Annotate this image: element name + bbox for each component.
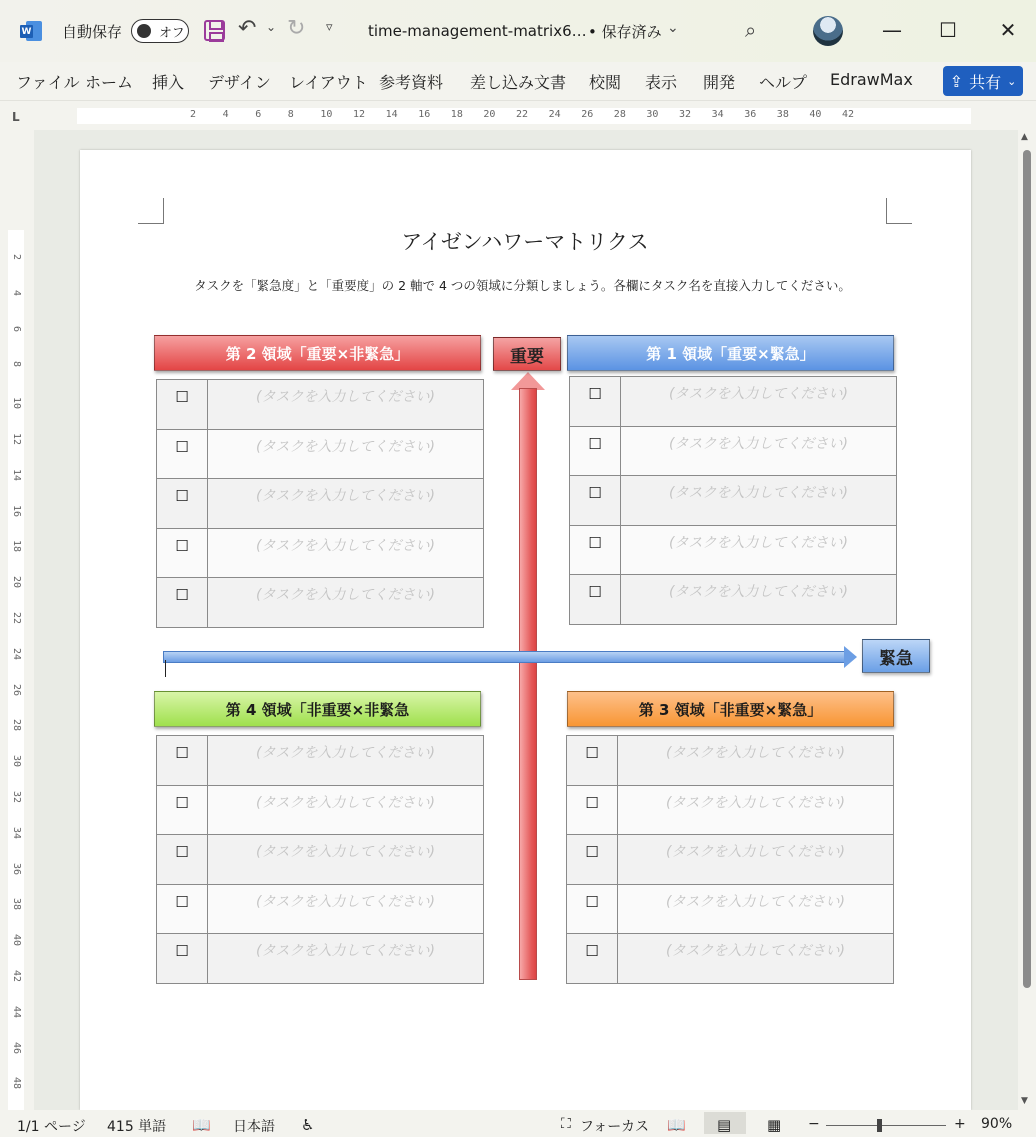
instructions-text: タスクを「緊急度」と「重要度」の 2 軸で 4 つの領域に分類しましょう。各欄にタスク名を直接入力してください。 (194, 278, 851, 293)
autosave-label: 自動保存 (62, 22, 123, 41)
ruler-number: 38 (11, 898, 22, 911)
table-row (157, 736, 484, 786)
save-status[interactable]: • 保存済み (588, 22, 662, 41)
quadrant-1-header: 第 1 領域「重要×緊急」 (567, 335, 894, 371)
print-layout-icon[interactable]: ▤ (717, 1116, 732, 1134)
task-checkbox[interactable]: ☐ (157, 479, 208, 529)
task-checkbox[interactable]: ☐ (157, 578, 208, 628)
redo-icon[interactable]: ↻ (287, 16, 306, 41)
save-icon[interactable] (204, 20, 225, 41)
table-row (570, 575, 897, 625)
zoom-level[interactable]: 90% (981, 1116, 1013, 1132)
minimize-icon[interactable]: — (882, 18, 902, 42)
task-checkbox[interactable]: ☐ (570, 377, 621, 427)
quadrant-3-header: 第 3 領域「非重要×緊急」 (567, 691, 894, 727)
ruler-number: 24 (11, 647, 22, 660)
ruler-number: 12 (11, 433, 22, 446)
task-checkbox[interactable]: ☐ (567, 835, 618, 885)
tab-design[interactable]: デザイン (208, 73, 271, 92)
q4-task-input[interactable]: (タスクを入力してください) (208, 785, 484, 835)
title-bar (0, 0, 1036, 62)
ruler-number: 34 (711, 109, 724, 120)
quadrant-2-task-table (156, 379, 484, 628)
ruler-number: 6 (255, 109, 262, 120)
ruler-number: 2 (11, 254, 22, 261)
q1-task-input[interactable]: (タスクを入力してください) (621, 575, 897, 625)
ruler-number: 4 (11, 289, 22, 296)
q4-task-input[interactable]: (タスクを入力してください) (208, 736, 484, 786)
table-row (567, 934, 894, 984)
q3-task-input[interactable]: (タスクを入力してください) (618, 785, 894, 835)
tab-home[interactable]: ホーム (85, 73, 134, 92)
q3-task-input[interactable]: (タスクを入力してください) (618, 884, 894, 934)
task-checkbox[interactable]: ☐ (570, 575, 621, 625)
q3-task-input[interactable]: (タスクを入力してください) (618, 835, 894, 885)
word-count[interactable]: 415 単語 (107, 1119, 167, 1135)
avatar[interactable] (813, 16, 843, 46)
web-layout-icon[interactable]: ▦ (767, 1116, 782, 1134)
tab-file[interactable]: ファイル (16, 73, 80, 92)
table-row (567, 884, 894, 934)
table-row (157, 528, 484, 578)
vertical-scrollbar[interactable] (1018, 130, 1036, 1110)
tab-view[interactable]: 表示 (645, 73, 678, 92)
task-checkbox[interactable]: ☐ (157, 934, 208, 984)
q2-task-input[interactable]: (タスクを入力してください) (208, 578, 484, 628)
ruler-number: 28 (11, 719, 22, 732)
read-mode-icon[interactable]: 📖 (667, 1116, 686, 1134)
q1-task-input[interactable]: (タスクを入力してください) (621, 525, 897, 575)
tab-help[interactable]: ヘルプ (759, 73, 808, 92)
close-icon[interactable]: ✕ (999, 18, 1017, 42)
ruler-number: 16 (418, 109, 431, 120)
q4-task-input[interactable]: (タスクを入力してください) (208, 835, 484, 885)
ruler-number: 22 (11, 612, 22, 625)
search-icon[interactable]: ⌕ (745, 18, 757, 42)
quadrant-1-task-table (569, 376, 897, 625)
crop-mark (886, 198, 912, 224)
table-row (157, 835, 484, 885)
ruler-number: 36 (744, 109, 757, 120)
table-row (157, 934, 484, 984)
table-row (567, 785, 894, 835)
importance-axis-label: 重要 (493, 337, 561, 371)
ruler-number: 4 (222, 109, 229, 120)
urgency-axis-label: 緊急 (862, 639, 930, 673)
autosave-toggle[interactable] (131, 19, 189, 43)
quadrant-4-task-table (156, 735, 484, 984)
ruler-number: 42 (842, 109, 855, 120)
zoom-slider-thumb[interactable] (877, 1119, 882, 1132)
ruler-number: 44 (11, 1005, 22, 1018)
ruler-number: 42 (11, 970, 22, 983)
maximize-icon[interactable]: ☐ (939, 18, 957, 42)
scroll-down-icon[interactable]: ▼ (1021, 1096, 1028, 1106)
ruler-number: 26 (11, 683, 22, 696)
q2-task-input[interactable]: (タスクを入力してください) (208, 429, 484, 479)
ruler-number: 10 (320, 109, 333, 120)
table-row (567, 736, 894, 786)
importance-axis-arrow (519, 388, 537, 980)
ruler-number: 8 (11, 361, 22, 368)
urgency-arrow-head (844, 646, 857, 668)
task-checkbox[interactable]: ☐ (157, 785, 208, 835)
table-row (570, 476, 897, 526)
q3-task-input[interactable]: (タスクを入力してください) (618, 934, 894, 984)
ruler-number: 18 (11, 540, 22, 553)
scroll-thumb[interactable] (1023, 150, 1031, 988)
ruler-number: 40 (11, 934, 22, 947)
ruler-number: 38 (776, 109, 789, 120)
share-label: 共有 (969, 72, 1002, 92)
customize-toolbar-icon[interactable]: ▿ (326, 20, 333, 35)
q2-task-input[interactable]: (タスクを入力してください) (208, 380, 484, 430)
task-checkbox[interactable]: ☐ (567, 736, 618, 786)
task-checkbox[interactable]: ☐ (157, 528, 208, 578)
proofing-icon[interactable]: 📖 (192, 1116, 211, 1134)
ruler-number: 30 (646, 109, 659, 120)
q4-task-input[interactable]: (タスクを入力してください) (208, 884, 484, 934)
tab-review[interactable]: 校閲 (589, 73, 622, 92)
text-cursor (165, 660, 166, 677)
q1-task-input[interactable]: (タスクを入力してください) (621, 377, 897, 427)
toggle-knob (137, 24, 151, 38)
page-title: アイゼンハワーマトリクス (401, 230, 649, 254)
zoom-in-icon[interactable]: + (954, 1116, 966, 1132)
task-checkbox[interactable]: ☐ (567, 934, 618, 984)
focus-icon[interactable]: ⛶ (561, 1116, 571, 1132)
urgency-axis-arrow (163, 651, 845, 663)
chevron-down-icon[interactable]: ⌄ (667, 20, 679, 36)
ruler-number: 8 (287, 109, 294, 120)
undo-icon[interactable]: ↶ (238, 16, 257, 41)
tab-developer[interactable]: 開発 (703, 73, 736, 92)
page-count[interactable]: 1/1 ページ (17, 1119, 86, 1135)
table-row (570, 525, 897, 575)
focus-mode-label[interactable]: フォーカス (580, 1119, 650, 1135)
ruler-number: 32 (679, 109, 692, 120)
ruler-number: 6 (11, 325, 22, 332)
ruler-number: 2 (190, 109, 197, 120)
crop-mark (138, 198, 164, 224)
ruler-number: 30 (11, 755, 22, 768)
table-row (157, 380, 484, 430)
table-row (570, 377, 897, 427)
ruler-number: 20 (11, 576, 22, 589)
quadrant-3-task-table (566, 735, 894, 984)
table-row (567, 835, 894, 885)
ruler-number: 20 (483, 109, 496, 120)
quadrant-4-header: 第 4 領域「非重要×非緊急 (154, 691, 481, 727)
task-checkbox[interactable]: ☐ (157, 884, 208, 934)
horizontal-ruler[interactable] (0, 100, 1036, 130)
ruler-number: 34 (11, 826, 22, 839)
task-checkbox[interactable]: ☐ (570, 426, 621, 476)
zoom-out-icon[interactable]: − (808, 1116, 820, 1132)
ruler-number: 18 (450, 109, 463, 120)
ribbon-tabs (0, 62, 1036, 100)
scroll-up-icon[interactable]: ▲ (1021, 132, 1028, 142)
q4-task-input[interactable]: (タスクを入力してください) (208, 934, 484, 984)
q1-task-input[interactable]: (タスクを入力してください) (621, 426, 897, 476)
ruler-number: 26 (581, 109, 594, 120)
ruler-number: 24 (548, 109, 561, 120)
undo-dropdown-icon[interactable]: ⌄ (266, 20, 277, 34)
q3-task-input[interactable]: (タスクを入力してください) (618, 736, 894, 786)
q2-task-input[interactable]: (タスクを入力してください) (208, 528, 484, 578)
tab-edrawmax[interactable]: EdrawMax (830, 70, 913, 89)
ruler-number: 12 (353, 109, 366, 120)
ruler-number: 48 (11, 1077, 22, 1090)
share-icon: ⇪ (949, 71, 964, 91)
tab-layout[interactable]: レイアウト (289, 73, 368, 92)
ruler-number: 14 (11, 468, 22, 481)
word-icon: W (20, 21, 42, 41)
q2-task-input[interactable]: (タスクを入力してください) (208, 479, 484, 529)
ruler-number: 46 (11, 1041, 22, 1054)
accessibility-icon[interactable]: ♿ (301, 1116, 315, 1134)
language[interactable]: 日本語 (233, 1119, 275, 1135)
tab-selector-icon[interactable]: L (12, 110, 20, 124)
ruler-number: 14 (385, 109, 398, 120)
autosave-state: オフ (159, 26, 185, 41)
task-checkbox[interactable]: ☐ (567, 785, 618, 835)
zoom-slider[interactable] (826, 1125, 946, 1126)
table-row (157, 429, 484, 479)
task-checkbox[interactable]: ☐ (157, 429, 208, 479)
task-checkbox[interactable]: ☐ (567, 884, 618, 934)
table-row (570, 426, 897, 476)
tab-insert[interactable]: 挿入 (152, 73, 185, 92)
task-checkbox[interactable]: ☐ (570, 476, 621, 526)
ruler-number: 16 (11, 504, 22, 517)
ruler-number: 40 (809, 109, 822, 120)
task-checkbox[interactable]: ☐ (157, 380, 208, 430)
quadrant-2-header: 第 2 領域「重要×非緊急」 (154, 335, 481, 371)
chevron-down-icon: ⌄ (1007, 74, 1017, 88)
table-row (157, 785, 484, 835)
tab-mailings[interactable]: 差し込み文書 (470, 73, 567, 92)
ruler-number: 32 (11, 791, 22, 804)
ruler-number: 36 (11, 862, 22, 875)
task-checkbox[interactable]: ☐ (157, 835, 208, 885)
status-bar (0, 1110, 1036, 1137)
task-checkbox[interactable]: ☐ (157, 736, 208, 786)
share-button[interactable] (943, 66, 1023, 96)
document-name[interactable]: time-management-matrix6… (368, 22, 587, 40)
table-row (157, 884, 484, 934)
ruler-number: 10 (11, 397, 22, 410)
tab-references[interactable]: 参考資料 (379, 73, 444, 92)
table-row (157, 479, 484, 529)
ruler-number: 28 (613, 109, 626, 120)
task-checkbox[interactable]: ☐ (570, 525, 621, 575)
q1-task-input[interactable]: (タスクを入力してください) (621, 476, 897, 526)
table-row (157, 578, 484, 628)
ruler-number: 22 (516, 109, 529, 120)
